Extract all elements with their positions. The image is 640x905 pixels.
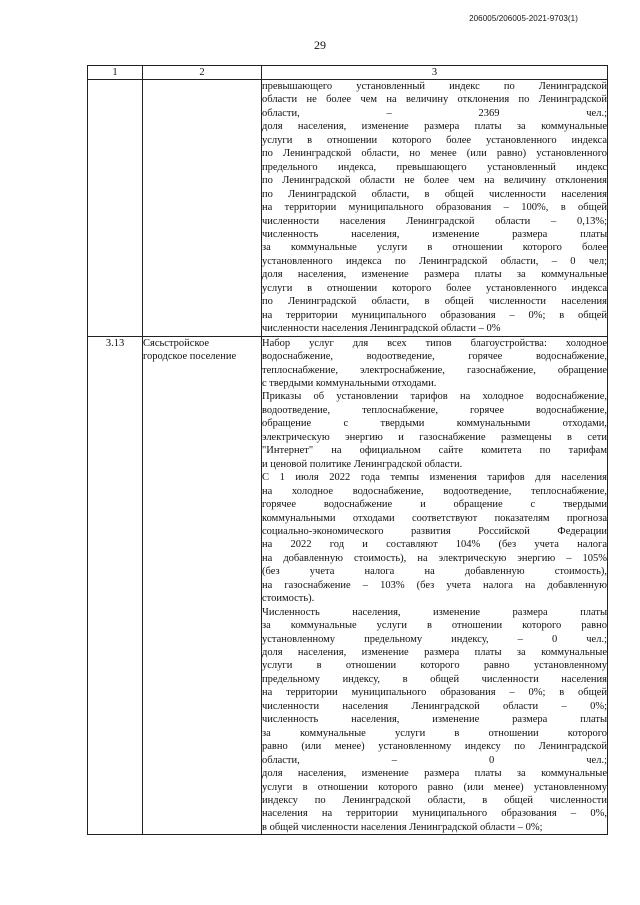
text-line: теплоснабжение, электроснабжение, газоснабжение, обращение: [262, 364, 607, 376]
header-cell-3: 3: [262, 66, 608, 80]
text-line: численности населения Ленинградской области – 0,13%;: [262, 215, 607, 227]
text-line: превышающего установленный индекс по Ленинградской: [262, 81, 607, 92]
text-line: (без учета налога на добавленную стоимость),: [262, 566, 607, 578]
text-line: области, – 2369 чел.;: [262, 107, 607, 119]
text-line: области, – 0 чел.;: [262, 754, 607, 766]
text-line: с твердыми коммунальными отходами.: [262, 377, 437, 389]
settlement-name-line: городское поселение: [143, 351, 237, 363]
text-line: установленному предельному индексу, – 0 чел.;: [262, 633, 607, 645]
settlement-name: [143, 80, 262, 337]
text-line: социально-экономического развития Российской Федерации: [262, 525, 607, 537]
text-line: на добавленную стоимость), на электрическую энергию – 105%: [262, 552, 607, 564]
text-line: Приказы об установлении тарифов на холодное водоснабжение,: [262, 391, 607, 403]
text-line: предельного индекса, превышающего установленный индекс: [262, 161, 607, 173]
text-line: на территории муниципального образования – 100%, в общей: [262, 202, 607, 214]
text-line: за коммунальные услуги в отношении которого: [262, 727, 607, 739]
text-line: С 1 июля 2022 года темпы изменения тарифов для населения: [262, 472, 607, 484]
text-line: на 2022 год и составляют 104% (без учета налога: [262, 539, 607, 551]
text-line: области не более чем на величину отклонения по Ленинградской: [262, 94, 607, 106]
text-line: доля населения, изменение размера платы за коммунальные: [262, 269, 607, 281]
text-line: за коммунальные услуги в отношении которого равно: [262, 620, 607, 632]
text-line: услуги в отношении которого более установленного индекса: [262, 282, 607, 294]
data-table: [87, 65, 608, 835]
text-line: водоотведение, теплоснабжение, горячее водоснабжение,: [262, 404, 607, 416]
text-line: "Интернет" на официальном сайте комитета по тарифам: [262, 445, 607, 457]
text-line: электрическую энергию и газоснабжение размещены в сети: [262, 431, 607, 443]
row-number: [88, 80, 143, 337]
text-line: коммунальными отходами соответствуют показателям прогноза: [262, 512, 607, 524]
document-code: 206005/206005-2021-9703(1): [469, 14, 578, 23]
header-cell-1: 1: [88, 66, 143, 80]
text-line: индексу по Ленинградской области, в общей численности: [262, 795, 607, 807]
text-line: обращение с твердыми коммунальными отходами,: [262, 418, 607, 430]
text-line: численность населения, изменение размера платы: [262, 714, 607, 726]
text-line: доля населения, изменение размера платы за коммунальные: [262, 121, 607, 133]
text-line: Набор услуг для всех типов благоустройства: холодное: [262, 337, 607, 349]
text-line: на холодное водоснабжение, водоотведение, теплоснабжение,: [262, 485, 607, 497]
text-line: установленного индекса по Ленинградской области, – 0 чел;: [262, 255, 607, 267]
text-line: по Ленинградской области, но менее (или равно) установленного: [262, 148, 607, 160]
text-line: численность населения, изменение размера платы: [262, 228, 607, 240]
settlement-name: [143, 336, 262, 835]
row-description: [262, 336, 608, 835]
text-line: на территории муниципального образования – 0%; в общей: [262, 687, 607, 699]
text-line: доля населения, изменение размера платы за коммунальные: [262, 768, 607, 780]
text-line: по Ленинградской области, в общей численности населения: [262, 188, 607, 200]
text-line: Численность населения, изменение размера платы: [262, 606, 607, 618]
table-row: [88, 80, 608, 337]
text-line: по Ленинградской области не более чем на величину отклонения: [262, 175, 607, 187]
text-line: услуги в отношении которого равно (или менее) установленному: [262, 781, 607, 793]
text-line: услуги в отношении которого равно установленному: [262, 660, 607, 672]
page-number: 29: [314, 38, 326, 52]
text-line: услуги в отношении которого более установленного индекса: [262, 134, 607, 146]
text-line: на газоснабжение – 103% (без учета налога на добавленную: [262, 579, 607, 591]
text-line: водоснабжение, водоотведение, горячее водоснабжение,: [262, 351, 607, 363]
table-row: [88, 336, 608, 835]
table-header-row: [88, 66, 608, 80]
text-line: по Ленинградской области, в общей численности населения: [262, 296, 607, 308]
header-cell-2: 2: [143, 66, 262, 80]
text-line: населения на территории муниципального образования – 0%,: [262, 808, 607, 820]
text-line: горячее водоснабжение и обращение с твердыми: [262, 499, 607, 511]
text-line: и ценовой политике Ленинградской области.: [262, 458, 463, 470]
settlement-name-line: Сясьстройское: [143, 337, 210, 349]
text-line: на территории муниципального образования – 0%; в общей: [262, 309, 607, 321]
text-line: численности населения Ленинградской области – 0%;: [262, 700, 607, 712]
text-line: равно (или менее) установленному индексу по Ленинградской: [262, 741, 607, 753]
text-line: за коммунальные услуги в отношении которого более: [262, 242, 607, 254]
row-description: [262, 80, 608, 337]
text-line: стоимость).: [262, 593, 315, 605]
text-line: доля населения, изменение размера платы за коммунальные: [262, 647, 607, 659]
text-line: предельному индексу, в общей численности населения: [262, 673, 607, 685]
row-number: 3.13: [88, 336, 143, 835]
text-line: в общей численности населения Ленинградской области – 0%;: [262, 821, 543, 833]
text-line: численности населения Ленинградской области – 0%: [262, 323, 501, 335]
